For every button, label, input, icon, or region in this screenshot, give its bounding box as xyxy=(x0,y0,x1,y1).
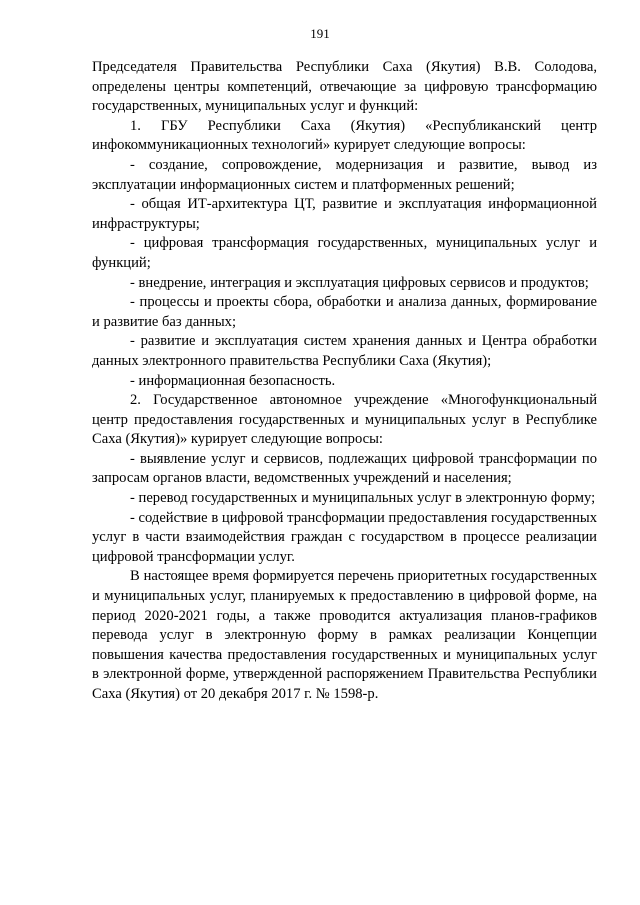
page-number: 191 xyxy=(310,26,330,41)
paragraph-item-1-bullet: - процессы и проекты сбора, обработки и анализа данных, формирование и развитие баз данных; xyxy=(92,294,597,330)
paragraph-item-2-bullet: - содействие в цифровой трансформации предоставления государственных услуг в части взаимодействия граждан с государством в процессе реализации цифровой трансформации услуг. xyxy=(92,509,597,565)
paragraph-item-1-bullet: - цифровая трансформация государственных, муниципальных услуг и функций; xyxy=(92,235,597,271)
document-body xyxy=(92,58,597,705)
paragraph-item-2-heading: 2. Государственное автономное учреждение «Многофункциональный центр предоставления государственных и муниципальных услуг в Республике Саха (Якутия)» курирует следующие вопросы: xyxy=(92,392,597,448)
paragraph-item-1-heading: 1. ГБУ Республики Саха (Якутия) «Республиканский центр инфокоммуникационных технологий» курирует следующие вопросы: xyxy=(92,117,597,154)
paragraph-conclusion: В настоящее время формируется перечень приоритетных государственных и муниципальных услуг, планируемых к предоставлению в цифровой форме, на период 2020-2021 годы, а также проводится актуализация планов-графиков перевода услуг в электронную форму в рамках реализации Концепции повышения качества предоставления государственных и муниципальных услуг в электронной форме, утвержденной распоряжением Правительства Республики Саха (Якутия) от 20 декабря 2017 г. № 1598-р. xyxy=(92,568,597,702)
paragraph-item-1-bullet: - создание, сопровождение, модернизация и развитие, вывод из эксплуатации информационных систем и платформенных решений; xyxy=(92,156,597,193)
paragraph-intro: Председателя Правительства Республики Саха (Якутия) В.В. Солодова, определены центры компетенций, отвечающие за цифровую трансформацию государственных, муниципальных услуг и функций: xyxy=(92,59,597,115)
paragraph-item-1-bullet: - информационная безопасность. xyxy=(130,372,336,389)
paragraph-item-1-bullet: - общая ИТ-архитектура ЦТ, развитие и эксплуатация информационной инфраструктуры; xyxy=(92,196,597,232)
paragraph-item-2-bullet: - перевод государственных и муниципальных услуг в электронную форму; xyxy=(130,490,596,507)
paragraph-item-2-bullet: - выявление услуг и сервисов, подлежащих цифровой трансформации по запросам органов власти, ведомственных учреждений и населения; xyxy=(92,450,597,487)
paragraph-item-1-bullet: - развитие и эксплуатация систем хранения данных и Центра обработки данных электронного правительства Республики Саха (Якутия); xyxy=(92,333,597,369)
paragraph-item-1-bullet: - внедрение, интеграция и эксплуатация цифровых сервисов и продуктов; xyxy=(130,274,589,291)
